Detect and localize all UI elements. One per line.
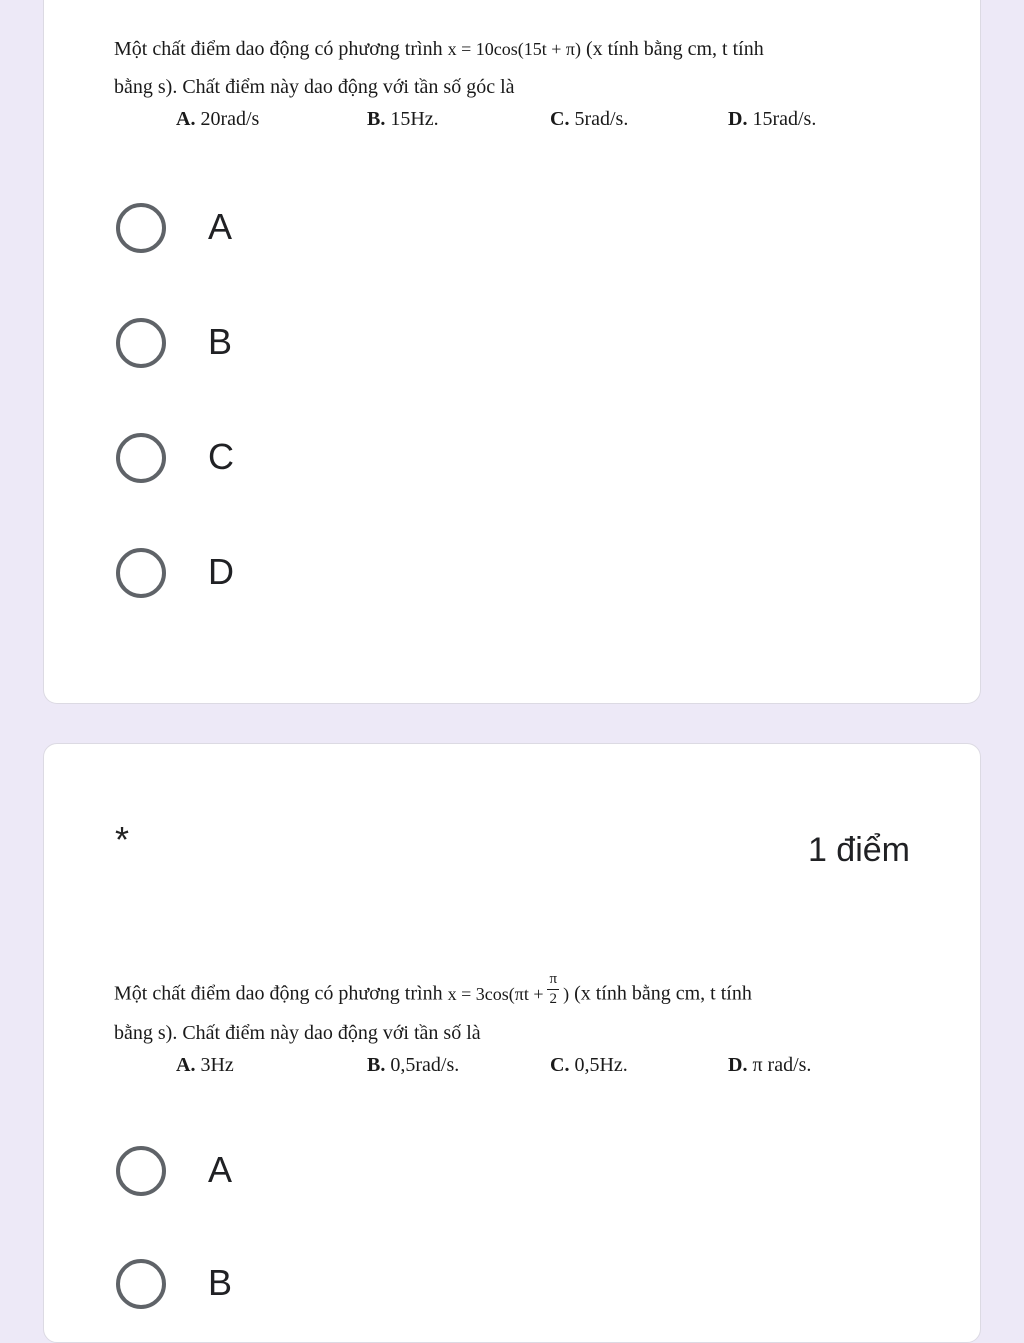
radio-button-b[interactable] (116, 318, 166, 368)
points-label: 1 điểm (807, 831, 910, 869)
equation: x = 3cos(πt + $\frac{\pi}{2}$ ) (447, 971, 570, 1007)
question-card-2 (43, 743, 981, 1343)
choice-label-d: D (208, 551, 234, 592)
radio-button-d[interactable] (116, 548, 166, 598)
question-text: Một chất điểm dao động có phương trình (114, 38, 443, 60)
choice-c[interactable] (116, 431, 416, 491)
choice-label-b: B (208, 321, 233, 362)
option-text-c: C. 0,5Hz. (550, 1054, 628, 1076)
choice-label-b: B (208, 1262, 233, 1303)
radio-button-c[interactable] (116, 433, 166, 483)
fraction: $\frac{\pi}{2}$ (549, 971, 558, 1007)
choice-a[interactable] (116, 1144, 416, 1204)
radio-button-a[interactable] (116, 203, 166, 253)
question-text: Một chất điểm dao động có phương trình (114, 982, 443, 1005)
option-text-c: C. 5rad/s. (550, 108, 629, 130)
choice-b[interactable] (116, 316, 416, 376)
question-text-suffix: (x tính bằng cm, t tính (574, 982, 752, 1005)
option-text-d: D. 15rad/s. (728, 108, 817, 130)
equation: x = 10cos(15t + π) (447, 39, 581, 59)
choice-label-a: A (208, 1149, 233, 1190)
radio-button-a[interactable] (116, 1146, 166, 1196)
answer-options-text (176, 108, 876, 132)
question-line-1 (114, 38, 764, 61)
choice-b[interactable] (116, 1257, 416, 1317)
required-asterisk: * (115, 819, 130, 860)
choice-a[interactable] (116, 201, 416, 261)
option-text-a: A. 3Hz (176, 1054, 234, 1076)
question-card-1 (43, 0, 981, 704)
choice-label-c: C (208, 436, 234, 477)
option-text-b: B. 15Hz. (367, 108, 439, 130)
choice-d[interactable] (116, 546, 416, 606)
option-text-a: A. 20rad/s (176, 108, 260, 130)
option-text-d: D. π rad/s. (728, 1054, 812, 1076)
answer-options-text (176, 1054, 876, 1078)
question-line-2: bằng s). Chất điểm này dao động với tần số là (114, 1022, 481, 1044)
choice-label-a: A (208, 206, 233, 247)
question-line-2: bằng s). Chất điểm này dao động với tần số góc là (114, 76, 515, 98)
radio-button-b[interactable] (116, 1259, 166, 1309)
question-line-1 (114, 971, 752, 1013)
option-text-b: B. 0,5rad/s. (367, 1054, 460, 1076)
question-text-suffix: (x tính bằng cm, t tính (585, 38, 764, 60)
